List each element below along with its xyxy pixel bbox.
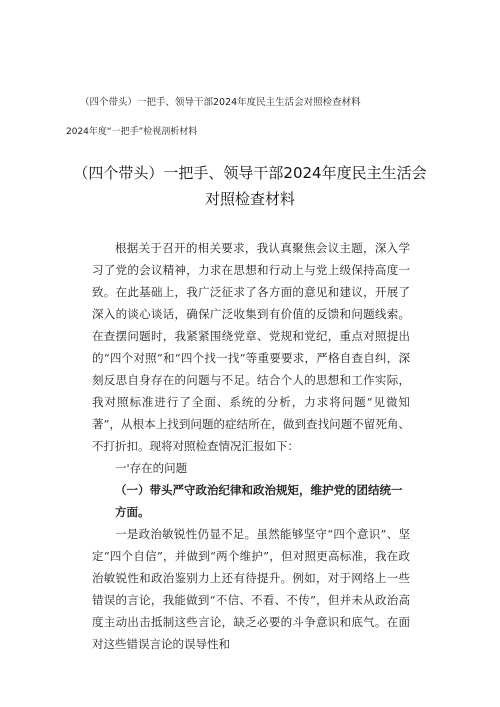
document-body [92,237,410,655]
intro-paragraph: 根据关于召开的相关要求，我认真聚焦会议主题，深入学习了党的会议精神，力求在思想和行动上与党上级保持高度一致。在此基础上，我广泛征求了各方面的意见和建议，开展了深入的谈心谈话，确保广泛收集到有价值的反馈和问题线索。在查摆问题时，我紧紧围绕党章、党规和党纪，重点对照提出的“四个对照”和“四个找一找”等重要要求，严格自查自纠，深刻反思自身存在的问题与不足。结合个人的思想和工作实际，我对照标准进行了全面、系统的分析，力求将问题“见微知著”，从根本上找到问题的症结所在，做到查找问题不留死角、不打折扣。现将对照检查情况汇报如下： [92,241,410,453]
section-heading: 一'存在的问题 [115,461,188,475]
subsection-heading: （一）带头严守政治纪律和政治规矩，维护党的团结统一方面。 [115,483,403,519]
category-label: 2024年度“一把手”检视剖析材料 [66,127,198,137]
document-title: （四个带头）一把手、领导干部2024年度民主生活会对照检查材料 [73,164,427,208]
running-title: （四个带头）一把手、领导干部2024年度民主生活会对照检查材料 [80,97,361,108]
body-paragraph: 一是政治敏锐性仍显不足。虽然能够坚守“四个意识”、坚定“四个自信”，并做到“两个维护”，但对照更高标准，我在政治敏锐性和政治鉴别力上还有待提升。例如，对于网络上一些错误的言论，我能做到“不信、不看、不传”，但并未从政治高度主动出击抵制这些言论，缺乏必要的斗争意识和底气。在面对这些错误言论的误导性和 [92,527,410,651]
